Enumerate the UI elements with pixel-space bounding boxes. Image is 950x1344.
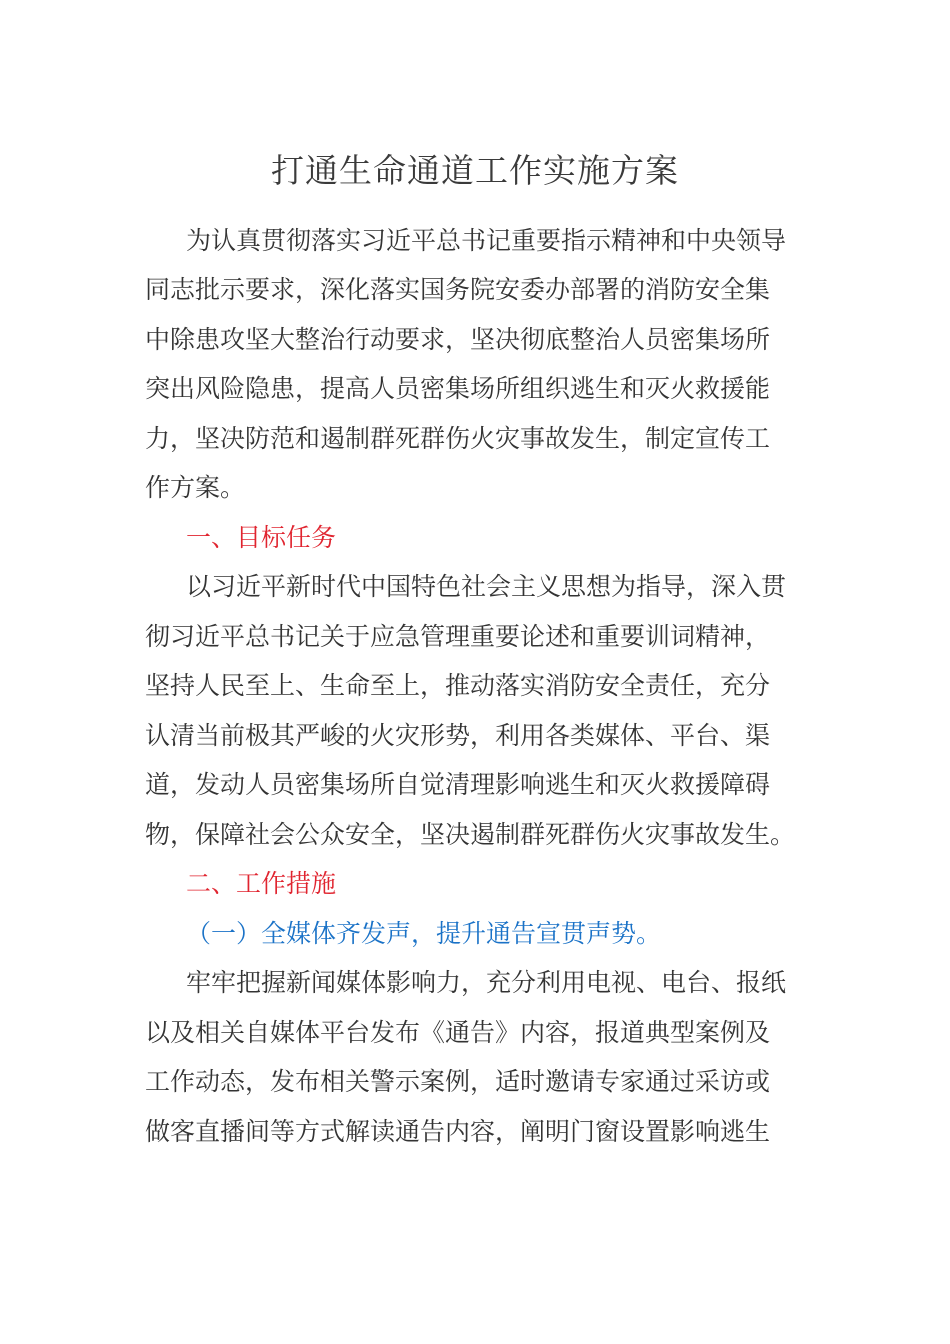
section-2-line-1: 牢牢把握新闻媒体影响力，充分利用电视、电台、报纸 (186, 968, 787, 997)
section-1-line-4: 认清当前极其严峻的火灾形势，利用各类媒体、平台、渠 (145, 721, 771, 750)
section-1-line-1: 以习近平新时代中国特色社会主义思想为指导，深入贯 (186, 572, 787, 601)
section-1-line-3: 坚持人民至上、生命至上，推动落实消防安全责任，充分 (145, 671, 771, 700)
section-2-line-4: 做客直播间等方式解读通告内容，阐明门窗设置影响逃生 (145, 1117, 771, 1146)
intro-line-6: 作方案。 (145, 473, 246, 502)
section-1-line-5: 道，发动人员密集场所自觉清理影响逃生和灭火救援障碍 (145, 770, 771, 799)
section-2-heading: 二、工作措施 (186, 869, 337, 898)
intro-line-3: 中除患攻坚大整治行动要求，坚决彻底整治人员密集场所 (145, 325, 771, 354)
intro-line-4: 突出风险隐患，提高人员密集场所组织逃生和灭火救援能 (145, 374, 771, 403)
section-2-line-3: 工作动态，发布相关警示案例，适时邀请专家通过采访或 (145, 1067, 771, 1096)
section-2-subheading: （一）全媒体齐发声，提升通告宣贯声势。 (186, 919, 662, 948)
section-1-line-2: 彻习近平总书记关于应急管理重要论述和重要训词精神， (145, 622, 771, 651)
section-1-heading: 一、目标任务 (186, 523, 337, 552)
intro-line-2: 同志批示要求，深化落实国务院安委办部署的消防安全集 (145, 275, 771, 304)
document-title: 打通生命通道工作实施方案 (271, 151, 679, 190)
section-2-line-2: 以及相关自媒体平台发布《通告》内容，报道典型案例及 (145, 1018, 771, 1047)
intro-line-1: 为认真贯彻落实习近平总书记重要指示精神和中央领导 (186, 226, 787, 255)
intro-line-5: 力，坚决防范和遏制群死群伤火灾事故发生，制定宣传工 (145, 424, 771, 453)
section-1-line-6: 物，保障社会公众安全，坚决遏制群死群伤火灾事故发生。 (145, 820, 796, 849)
